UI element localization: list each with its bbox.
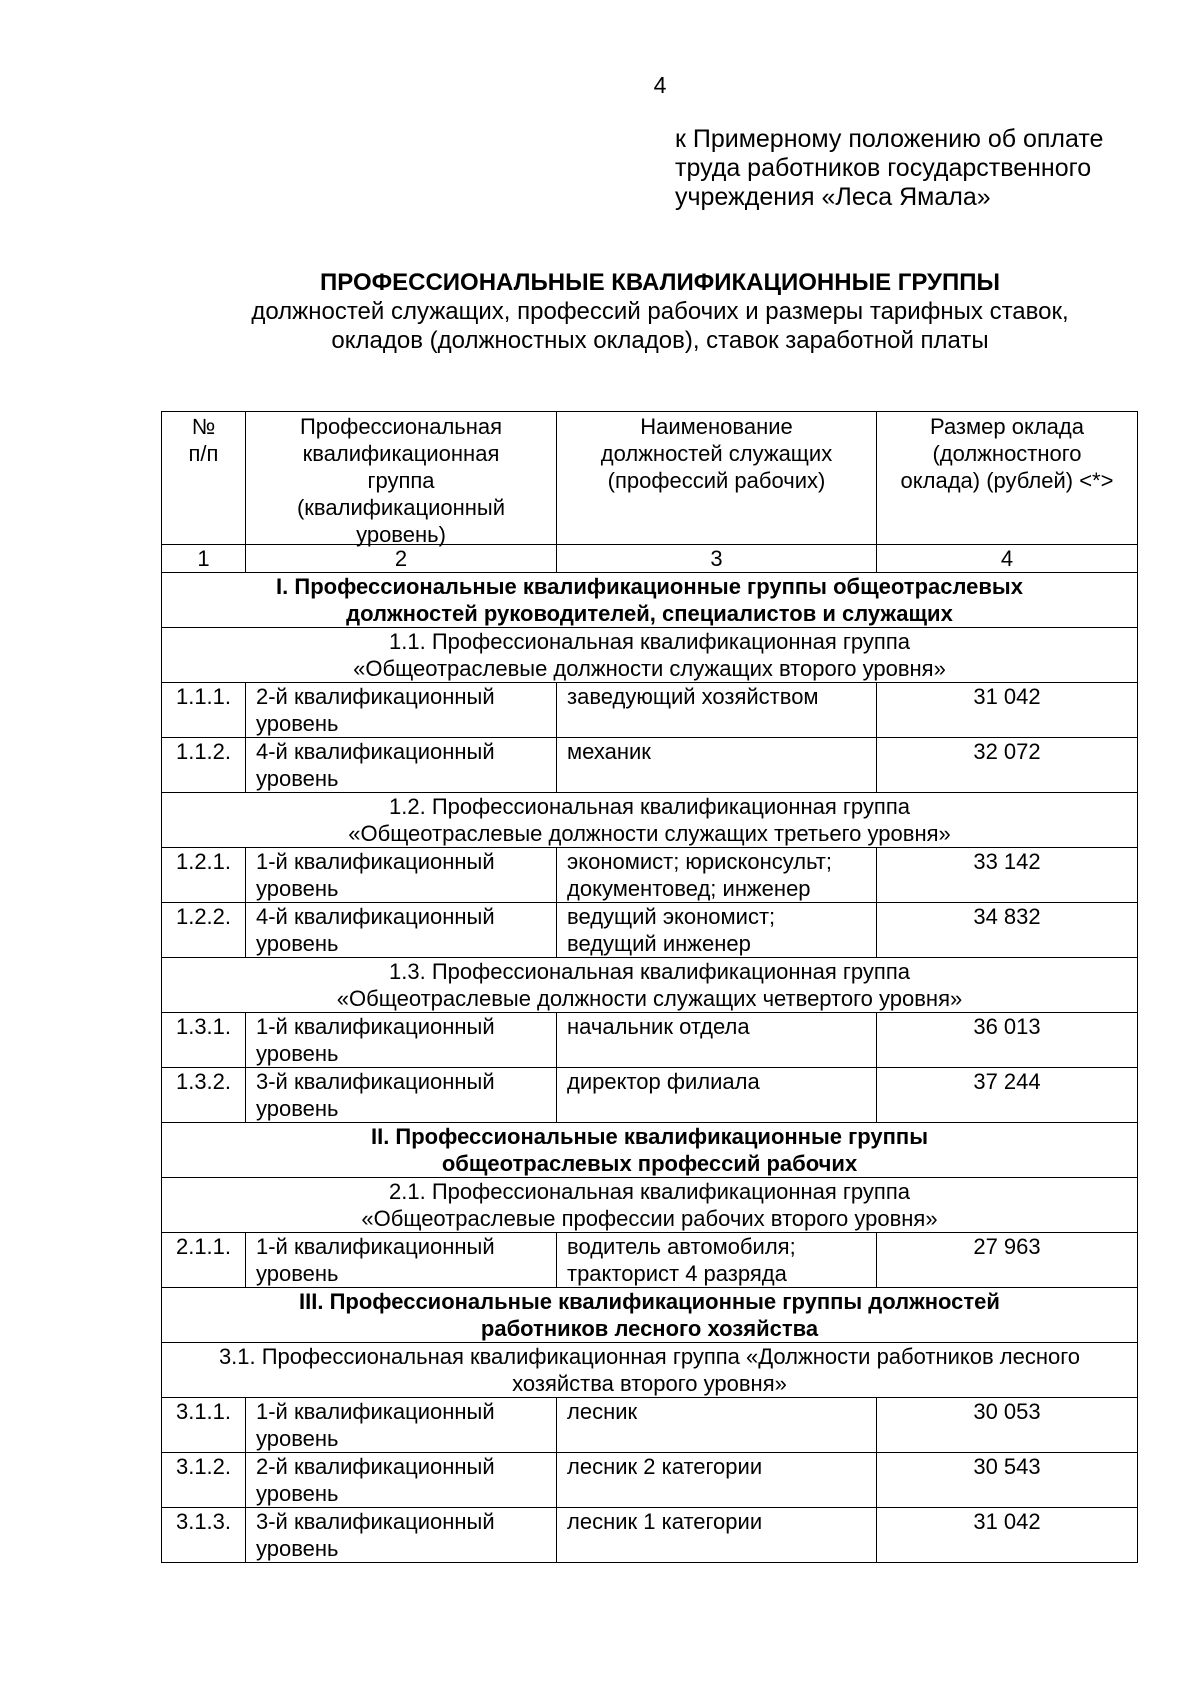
appendix-line: учреждения «Леса Ямала» [675,183,991,211]
header-line: уровень) [356,522,446,547]
appendix-line: к Примерному положению об оплате [675,125,1104,153]
qualification-level [246,1068,557,1123]
level-line: 3-й квалификационный [256,1069,495,1094]
row-number: 1.3.1. [162,1013,246,1068]
position-name [557,1233,877,1288]
row-number: 1.1.1. [162,683,246,738]
level-line: уровень [256,1096,339,1121]
position-line: лесник [567,1399,638,1424]
header-line: п/п [188,441,219,466]
table-row [162,1233,1138,1288]
header-cell-position [557,412,877,545]
salary-amount: 31 042 [877,1508,1138,1563]
qualification-level [246,738,557,793]
table-row [162,1068,1138,1123]
header-line: группа [367,468,435,493]
qualification-level [246,903,557,958]
level-line: 4-й квалификационный [256,739,495,764]
level-line: уровень [256,931,339,956]
position-name [557,738,877,793]
section-title-cell [162,573,1138,628]
group-title-line: «Общеотраслевые должности служащих второго уровня» [353,656,946,681]
position-line: ведущий экономист; [567,904,776,929]
header-line: № [191,414,216,439]
qualification-level [246,848,557,903]
header-line: (квалификационный [296,495,505,520]
row-number: 2.1.1. [162,1233,246,1288]
group-row [162,1343,1138,1398]
header-line: Размер оклада [930,414,1084,439]
qualification-level [246,1398,557,1453]
group-title-cell [162,958,1138,1013]
group-title-cell [162,793,1138,848]
table-row [162,848,1138,903]
qualification-level [246,1453,557,1508]
column-number: 2 [246,545,557,573]
position-line: документовед; инженер [567,876,811,901]
salary-amount: 37 244 [877,1068,1138,1123]
level-line: уровень [256,876,339,901]
level-line: уровень [256,1481,339,1506]
group-row [162,628,1138,683]
position-line: начальник отдела [567,1014,750,1039]
salary-amount: 32 072 [877,738,1138,793]
section-title-line: I. Профессиональные квалификационные группы общеотраслевых [276,574,1023,599]
row-number: 1.2.2. [162,903,246,958]
salary-amount: 34 832 [877,903,1138,958]
column-number-row [162,545,1138,573]
group-title-line: 1.3. Профессиональная квалификационная группа [389,959,910,984]
section-title-line: III. Профессиональные квалификационные группы должностей [299,1289,1000,1314]
row-number: 3.1.1. [162,1398,246,1453]
header-line: оклада) (рублей) <*> [900,468,1114,493]
section-row [162,1123,1138,1178]
table-row [162,1398,1138,1453]
qualification-level [246,683,557,738]
position-name [557,1508,877,1563]
position-line: лесник 2 категории [567,1454,763,1479]
level-line: 2-й квалификационный [256,684,495,709]
header-line: (профессий рабочих) [607,468,826,493]
level-line: уровень [256,711,339,736]
section-title-line: общеотраслевых профессий рабочих [441,1151,858,1176]
section-title-line: II. Профессиональные квалификационные группы [370,1124,929,1149]
level-line: уровень [256,766,339,791]
position-line: ведущий инженер [567,931,751,956]
position-line: заведующий хозяйством [567,684,819,709]
qualification-level [246,1233,557,1288]
position-line: экономист; юрисконсульт; [567,849,832,874]
section-title-line: работников лесного хозяйства [480,1316,819,1341]
group-row [162,1178,1138,1233]
position-line: механик [567,739,651,764]
section-title-line: должностей руководителей, специалистов и служащих [346,601,953,626]
position-name [557,848,877,903]
salary-amount: 30 543 [877,1453,1138,1508]
table-row [162,683,1138,738]
group-title-cell [162,1343,1138,1398]
group-title-cell [162,1178,1138,1233]
row-number: 1.1.2. [162,738,246,793]
section-row [162,1288,1138,1343]
table-row [162,738,1138,793]
group-title-line: 1.2. Профессиональная квалификационная группа [389,794,910,819]
appendix-line: труда работников государственного [675,154,1092,182]
level-line: уровень [256,1536,339,1561]
header-cell-salary [877,412,1138,545]
group-row [162,793,1138,848]
salary-amount: 36 013 [877,1013,1138,1068]
row-number: 1.3.2. [162,1068,246,1123]
row-number: 3.1.2. [162,1453,246,1508]
position-name [557,1068,877,1123]
qualification-groups-table [161,411,1138,1563]
header-line: должностей служащих [600,441,833,466]
position-line: тракторист 4 разряда [567,1261,787,1286]
row-number: 1.2.1. [162,848,246,903]
salary-amount: 33 142 [877,848,1138,903]
level-line: 1-й квалификационный [256,1014,495,1039]
level-line: 2-й квалификационный [256,1454,495,1479]
page-number: 4 [653,72,667,98]
section-row [162,573,1138,628]
title-heading: ПРОФЕССИОНАЛЬНЫЕ КВАЛИФИКАЦИОННЫЕ ГРУППЫ [320,269,1000,296]
column-number: 4 [877,545,1138,573]
group-title-line: «Общеотраслевые профессии рабочих второго уровня» [361,1206,938,1231]
level-line: 1-й квалификационный [256,1234,495,1259]
group-title-line: 1.1. Профессиональная квалификационная группа [389,629,910,654]
table-row [162,1453,1138,1508]
qualification-level [246,1013,557,1068]
section-title-cell [162,1288,1138,1343]
group-title-line: 3.1. Профессиональная квалификационная группа «Должности работников лесного [218,1344,1081,1369]
level-line: 4-й квалификационный [256,904,495,929]
header-line: (должностного [932,441,1082,466]
group-title-line: хозяйства второго уровня» [512,1371,787,1396]
column-number: 3 [557,545,877,573]
header-line: Профессиональная [299,414,503,439]
salary-amount: 30 053 [877,1398,1138,1453]
level-line: 1-й квалификационный [256,849,495,874]
salary-amount: 27 963 [877,1233,1138,1288]
group-row [162,958,1138,1013]
table-row [162,1013,1138,1068]
header-cell-group [246,412,557,545]
document-title [160,268,1160,355]
table-row [162,1508,1138,1563]
position-name [557,683,877,738]
level-line: уровень [256,1041,339,1066]
level-line: 1-й квалификационный [256,1399,495,1424]
level-line: уровень [256,1261,339,1286]
table-header-row [162,412,1138,545]
title-subline: окладов (должностных окладов), ставок заработной платы [331,327,989,354]
position-line: водитель автомобиля; [567,1234,796,1259]
row-number: 3.1.3. [162,1508,246,1563]
level-line: 3-й квалификационный [256,1509,495,1534]
position-name [557,1398,877,1453]
position-name [557,1013,877,1068]
group-title-line: 2.1. Профессиональная квалификационная группа [389,1179,910,1204]
title-subline: должностей служащих, профессий рабочих и размеры тарифных ставок, [251,298,1069,325]
header-line: Наименование [640,414,793,439]
position-name [557,903,877,958]
group-title-line: «Общеотраслевые должности служащих четвертого уровня» [336,986,963,1011]
position-name [557,1453,877,1508]
group-title-line: «Общеотраслевые должности служащих третьего уровня» [348,821,951,846]
qualification-level [246,1508,557,1563]
position-line: лесник 1 категории [567,1509,763,1534]
header-line: квалификационная [302,441,500,466]
appendix-reference [675,125,1155,212]
position-line: директор филиала [567,1069,760,1094]
table-row [162,903,1138,958]
salary-amount: 31 042 [877,683,1138,738]
column-number: 1 [162,545,246,573]
header-cell-number [162,412,246,545]
level-line: уровень [256,1426,339,1451]
section-title-cell [162,1123,1138,1178]
group-title-cell [162,628,1138,683]
